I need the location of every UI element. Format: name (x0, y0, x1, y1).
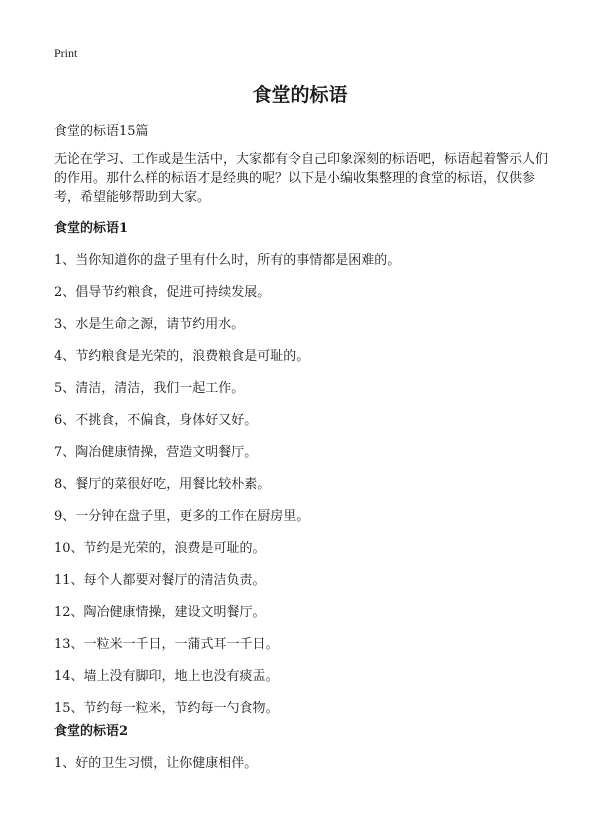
list-item: 4、节约粮食是光荣的，浪费粮食是可耻的。 (54, 349, 310, 364)
list-item: 12、陶冶健康情操，建设文明餐厅。 (54, 605, 266, 620)
list-item: 5、清洁，清洁，我们一起工作。 (54, 381, 245, 396)
section-heading: 食堂的标语2 (54, 724, 129, 739)
list-item: 7、陶冶健康情操，营造文明餐厅。 (54, 445, 258, 460)
list-item: 3、水是生命之源，请节约用水。 (54, 317, 245, 332)
list-item: 10、节约是光荣的，浪费是可耻的。 (54, 541, 266, 556)
list-item: 8、餐厅的菜很好吃，用餐比较朴素。 (54, 477, 271, 492)
subtitle: 食堂的标语15篇 (54, 124, 149, 139)
list-item: 1、当你知道你的盘子里有什么时，所有的事情都是困难的。 (54, 253, 401, 268)
list-item: 11、每个人都要对餐厅的清洁负责。 (54, 573, 266, 588)
list-item: 2、倡导节约粮食，促进可持续发展。 (54, 285, 271, 300)
section-heading: 食堂的标语1 (54, 221, 129, 236)
list-item: 13、一粒米一千日，一蒲式耳一千日。 (54, 637, 279, 652)
intro-paragraph: 无论在学习、工作或是生活中，大家都有令自己印象深刻的标语吧，标语起着警示人们的作用。那什么样的标语才是经典的呢？以下是小编收集整理的食堂的标语，仅供参考，希望能够帮助到大家。 (54, 152, 549, 205)
list-item: 6、不挑食，不偏食，身体好又好。 (54, 413, 258, 428)
list-item: 14、墙上没有脚印，地上也没有痰盂。 (54, 669, 279, 684)
list-item: 1、好的卫生习惯，让你健康相伴。 (54, 756, 258, 771)
page-title: 食堂的标语 (252, 84, 348, 106)
list-item: 9、一分钟在盘子里，更多的工作在厨房里。 (54, 509, 310, 524)
print-link[interactable]: Print (54, 46, 78, 60)
list-item: 15、节约每一粒米，节约每一勺食物。 (54, 701, 279, 716)
